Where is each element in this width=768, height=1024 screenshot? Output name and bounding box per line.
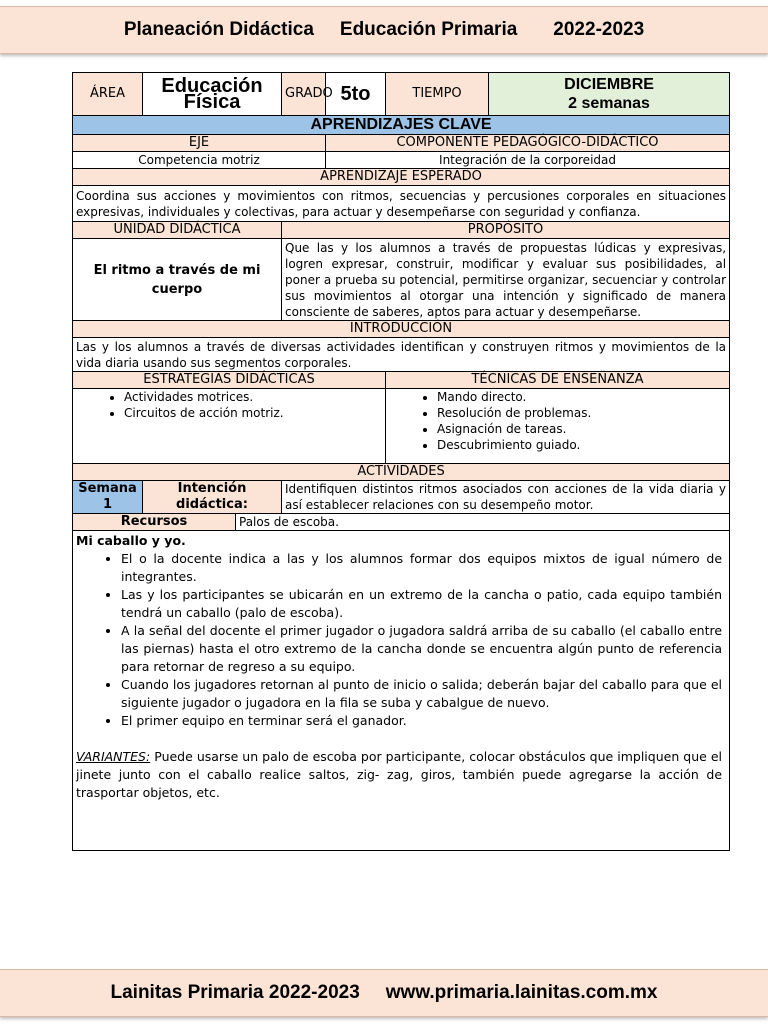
component-label: COMPONENTE PEDAGÓGICO-DIDÁCTICO xyxy=(326,135,730,152)
techniques-label: TÉCNICAS DE ENSEÑANZA xyxy=(386,372,730,389)
week-label: Semana 1 xyxy=(73,481,143,514)
footer-brand: Lainitas Primaria 2022-2023 xyxy=(110,982,360,1003)
variants-label: VARIANTES: xyxy=(76,749,151,764)
list-item: • Las y los participantes se ubicarán en un extremo de la cancha o patio, cada equipo también tendrá un caballo (palo de escoba). xyxy=(121,586,722,622)
header-year: 2022-2023 xyxy=(553,19,645,40)
unit-value: El ritmo a través de mi cuerpo xyxy=(73,239,282,321)
list-item: • Asignación de tareas. xyxy=(437,421,726,437)
intention-text: Identifiquen distintos ritmos asociados con acciones de la vida diaria y así establecer relaciones con su desempeño motor. xyxy=(282,481,730,514)
activity-body xyxy=(73,531,730,851)
intro-title: INTRODUCCIÓN xyxy=(73,321,730,338)
lesson-plan-table xyxy=(72,72,730,851)
eje-label: EJE xyxy=(73,135,326,152)
time-label: TIEMPO xyxy=(386,73,489,116)
unit-label: UNIDAD DIDÁCTICA xyxy=(73,222,282,239)
expected-title: APRENDIZAJE ESPERADO xyxy=(73,169,730,186)
expected-text: Coordina sus acciones y movimientos con ritmos, secuencias y percusiones corporales en situaciones expresivas, individuales y colectivas, para actuar y desempeñarse con seguridad y confianza. xyxy=(73,186,730,222)
list-item: • Circuitos de acción motriz. xyxy=(124,405,382,421)
time-value xyxy=(489,73,730,116)
purpose-label: PROPÓSITO xyxy=(282,222,730,239)
list-item: • Resolución de problemas. xyxy=(437,405,726,421)
intention-label: Intención didáctica: xyxy=(143,481,282,514)
techniques-list xyxy=(389,389,726,453)
grade-value: 5to xyxy=(326,73,386,116)
list-item: • El primer equipo en terminar será el ganador. xyxy=(121,712,722,730)
intro-text: Las y los alumnos a través de diversas actividades identifican y construyen ritmos y movimientos de la vida diaria usando sus segmentos corporales. xyxy=(73,338,730,372)
key-learning-title: APRENDIZAJES CLAVE xyxy=(73,116,730,135)
month: DICIEMBRE xyxy=(564,76,654,93)
techniques-cell xyxy=(386,389,730,464)
eje-value: Competencia motriz xyxy=(73,152,326,169)
variants-text: Puede usarse un palo de escoba por participante, colocar obstáculos que impliquen que el jinete junto con el caballo realice saltos, zig- zag, giros, también puede agregarse la acción de trasportar objetos, etc. xyxy=(76,749,723,800)
list-item: • Actividades motrices. xyxy=(124,389,382,405)
purpose-text: Que las y los alumnos a través de propuestas lúdicas y expresivas, logren expresar, construir, modificar y evaluar sus posibilidades, al poner a prueba su potencial, permitirse organizar, secuenciar y controlar sus movimientos al otorgar una intención y significado de manera consciente de saberes, aptos para actuar y desempeñarse. xyxy=(282,239,730,321)
footer-banner xyxy=(0,969,768,1017)
list-item: • Descubrimiento guiado. xyxy=(437,437,726,453)
header-level: Educación Primaria xyxy=(339,19,518,40)
game-title: Mi caballo y yo. xyxy=(76,533,186,548)
component-value: Integración de la corporeidad xyxy=(326,152,730,169)
list-item: • Mando directo. xyxy=(437,389,726,405)
activities-title: ACTIVIDADES xyxy=(73,464,730,481)
steps-list xyxy=(76,550,726,730)
duration: 2 semanas xyxy=(568,95,650,112)
list-item: • A la señal del docente el primer jugador o jugadora saldrá arriba de su caballo (el caballo entre las piernas) hasta el otro extremo de la cancha donde se encuentra algún punto de referencia para retornar de regreso a su equipo. xyxy=(121,622,722,676)
list-item: • Cuando los jugadores retornan al punto de inicio o salida; deberán bajar del caballo para que el siguiente jugador o jugadora en la fila se suba y cabalgue de nuevo. xyxy=(121,676,722,712)
info-row xyxy=(73,73,730,116)
resources-value: Palos de escoba. xyxy=(236,514,730,531)
footer-url[interactable]: www.primaria.lainitas.com.mx xyxy=(385,982,658,1003)
strategies-list xyxy=(76,389,382,421)
strategies-label: ESTRATEGIAS DIDÁCTICAS xyxy=(73,372,386,389)
area-label: ÁREA xyxy=(73,73,143,116)
strategies-cell xyxy=(73,389,386,464)
header-banner xyxy=(0,6,768,54)
grade-label: GRADO xyxy=(282,73,326,116)
header-title: Planeación Didáctica xyxy=(123,19,314,40)
area-value: Educación Física xyxy=(143,73,282,116)
resources-label: Recursos xyxy=(73,514,236,531)
variants xyxy=(76,748,726,802)
list-item: • El o la docente indica a las y los alumnos formar dos equipos mixtos de igual número de integrantes. xyxy=(121,550,722,586)
